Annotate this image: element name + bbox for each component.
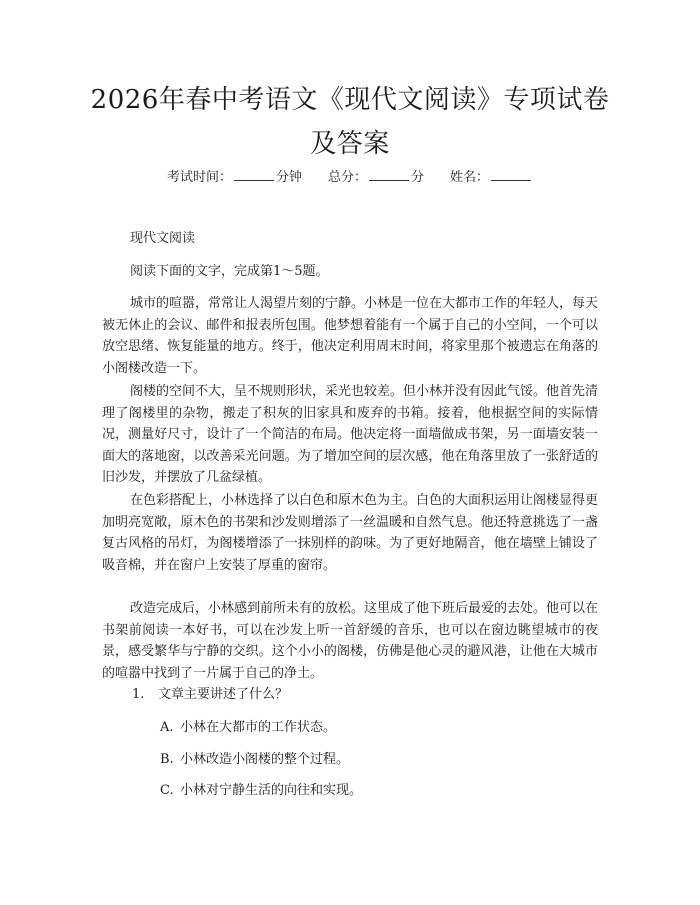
option-letter: C. xyxy=(160,783,174,798)
score-label: 总分： xyxy=(327,170,367,185)
exam-meta xyxy=(0,168,700,188)
instruction: 阅读下面的文字，完成第1～5题。 xyxy=(130,264,329,279)
paragraph-4: 改造完成后，小林感到前所未有的放松。这里成了他下班后最爱的去处。他可以在书架前阅读一本好书，可以在沙发上听一首舒缓的音乐，也可以在窗边眺望城市的夜景，感受繁华与宁静的交织。这个小小的阁楼，仿佛是他心灵的避风港，让他在大城市的喧嚣中找到了一片属于自己的净土。 xyxy=(102,601,599,681)
page-title: 2026年春中考语文《现代文阅读》专项试卷及答案 xyxy=(90,85,610,159)
score-unit: 分 xyxy=(411,170,425,185)
section-title: 现代文阅读 xyxy=(130,231,196,246)
name-label: 姓名： xyxy=(450,170,490,185)
option-letter: A. xyxy=(160,720,174,735)
time-label: 考试时间： xyxy=(166,170,232,185)
option-text: 小林改造小阁楼的整个过程。 xyxy=(180,752,350,767)
time-unit: 分钟 xyxy=(275,170,302,185)
paragraph-3: 在色彩搭配上，小林选择了以白色和原木色为主。白色的大面积运用让阁楼显得更加明亮宽敞，原木色的书架和沙发则增添了一丝温暖和自然气息。他还特意挑选了一盏复古风格的吊灯，为阁楼增添了一抹别样的韵味。为了更好地隔音，他在墙壁上铺设了吸音棉，并在窗户上安装了厚重的窗帘。 xyxy=(102,493,599,573)
name-blank xyxy=(491,168,531,181)
option-text: 小林在大都市的工作状态。 xyxy=(180,720,337,735)
question-1 xyxy=(132,685,288,705)
option-a xyxy=(160,718,336,738)
option-text: 小林对宁静生活的向往和实现。 xyxy=(180,783,363,798)
option-c xyxy=(160,781,362,801)
score-blank xyxy=(369,168,409,181)
option-letter: B. xyxy=(160,752,174,767)
question-text: 文章主要讲述了什么？ xyxy=(158,687,289,702)
option-b xyxy=(160,750,349,770)
paragraph-1: 城市的喧嚣，常常让人渴望片刻的宁静。小林是一位在大都市工作的年轻人，每天被无休止的会议、邮件和报表所包围。他梦想着能有一个属于自己的小空间，一个可以放空思绪、恢复能量的地方。终于，他决定利用周末时间，将家里那个被遗忘在角落的小阁楼改造一下。 xyxy=(102,296,599,376)
time-blank xyxy=(234,168,274,181)
paragraph-2: 阁楼的空间不大，呈不规则形状，采光也较差。但小林并没有因此气馁。他首先清理了阁楼里的杂物，搬走了积灰的旧家具和废弃的书箱。接着，他根据空间的实际情况，测量好尺寸，设计了一个简洁的布局。他决定将一面墙做成书架，另一面墙安装一面大的落地窗，以改善采光问题。为了增加空间的层次感，他在角落里放了一张舒适的旧沙发，并摆放了几盆绿植。 xyxy=(102,384,599,485)
question-number: 1. xyxy=(132,687,145,702)
